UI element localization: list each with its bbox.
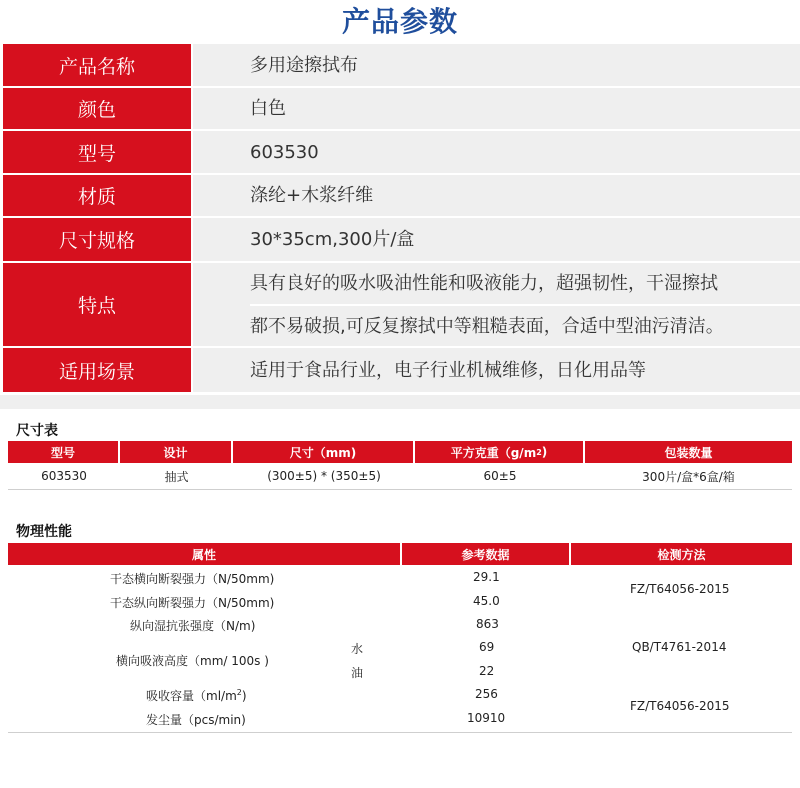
sub-cell: 水 [351,642,364,656]
attr-cell: 纵向湿抗张强度（N/m) [130,619,256,633]
spec-key: 产品名称 [3,44,193,86]
header-model: 型号 [8,441,120,463]
value-cell: 29.1 [473,570,500,584]
spec-table-footer [0,395,800,409]
spec-key: 型号 [3,131,193,173]
value-cell: 22 [479,664,495,678]
sub-cell: 油 [351,666,364,680]
header-size: 尺寸（mm) [233,441,415,463]
spec-row-material [3,175,800,218]
attr-cell: 干态纵向断裂强力（N/50mm) [110,596,275,610]
header-reference: 参考数据 [402,543,571,565]
value-cell: 10910 [467,711,506,725]
value-cell: 256 [475,687,498,701]
spec-value: 适用于食品行业，电子行业机械维修，日化用品等 [250,359,646,381]
table-row [8,465,792,487]
spec-row-features [3,263,800,348]
physical-table-title: 物理性能 [16,524,72,540]
spec-row-size [3,218,800,263]
divider [8,489,792,490]
cell-design: 抽式 [164,469,189,484]
header-gsm: 平方克重（g/m 2 ) [415,441,585,463]
spec-key: 适用场景 [3,348,193,392]
method-cell: FZ/T64056-2015 [630,582,730,596]
header-design: 设计 [120,441,233,463]
method-cell: FZ/T64056-2015 [630,699,730,713]
spec-row-name [3,44,800,88]
method-cell: QB/T4761-2014 [632,640,727,654]
value-cell: 69 [479,640,495,654]
header-packing: 包装数量 [585,441,792,463]
spec-key: 材质 [3,175,193,216]
spec-value-line-1: 具有良好的吸水吸油性能和吸液能力，超强韧性，干湿擦拭 [250,272,718,294]
spec-table [3,44,800,394]
spec-value: 涤纶+木浆纤维 [250,185,374,206]
cell-model: 603530 [41,469,87,483]
size-table-header [8,441,792,463]
attr-cell: 横向吸液高度（mm/ 100s ) [116,654,269,668]
size-table-title: 尺寸表 [16,423,58,439]
spec-value-line-2: 都不易破损,可反复擦拭中等粗糙表面，合适中型油污清洁。 [250,304,800,347]
spec-key: 颜色 [3,88,193,129]
spec-value: 603530 [250,141,319,163]
value-cell: 863 [476,617,499,631]
value-cell: 45.0 [473,594,500,608]
spec-key: 尺寸规格 [3,218,193,261]
spec-row-model [3,131,800,175]
divider [8,732,792,733]
header-attribute: 属性 [8,543,402,565]
spec-value: 多用途擦拭布 [250,54,358,76]
cell-size: (300±5) * (350±5) [267,469,381,483]
spec-value: 30*35cm,300片/盒 [250,229,415,250]
spec-value: 白色 [250,98,286,119]
attr-cell: 干态横向断裂强力（N/50mm) [110,572,275,586]
spec-row-scenario [3,348,800,394]
header-method: 检测方法 [571,543,792,565]
page-title: 产品参数 [341,5,458,38]
physical-table-header [8,543,792,565]
spec-row-color [3,88,800,131]
spec-key: 特点 [3,263,193,346]
cell-packing: 300片/盒*6盒/箱 [642,469,735,484]
attr-cell: 吸收容量$(ml/m^2)$ [146,688,247,703]
cell-gsm: 60±5 [483,469,517,483]
attr-cell: 发尘量（pcs/min) [146,713,246,727]
